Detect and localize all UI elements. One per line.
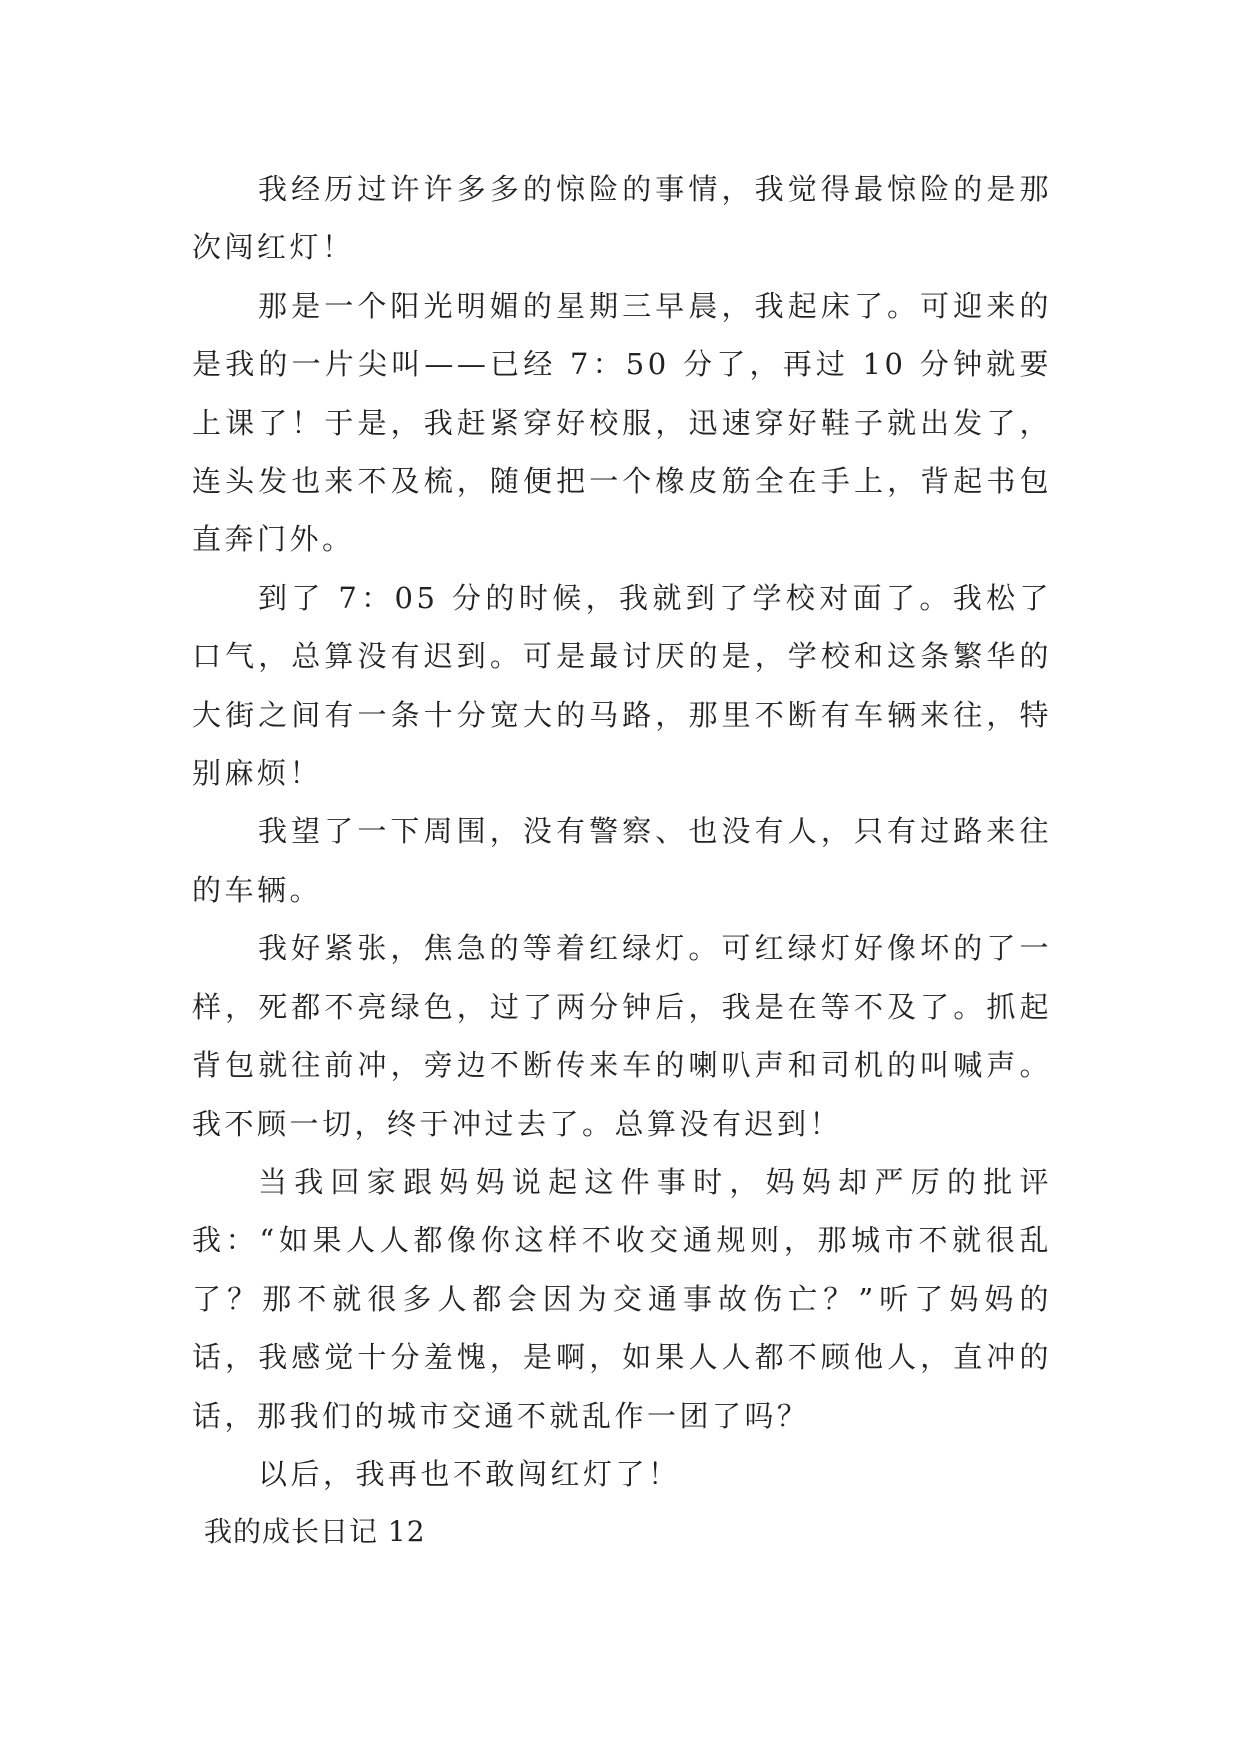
paragraph-4: 我望了一下周围，没有警察、也没有人，只有过路来往的车辆。 (192, 814, 1052, 907)
paragraph-2: 那是一个阳光明媚的星期三早晨，我起床了。可迎来的是我的一片尖叫——已经 7：50 分了，再过 10 分钟就要上课了！于是，我赶紧穿好校服，迅速穿好鞋子就出发了，连头发也来不及梳，随便把一个橡皮筋全在手上，背起书包直奔门外。 (192, 288, 1052, 557)
document-body (192, 160, 1052, 1562)
paragraph-1: 我经历过许许多多的惊险的事情，我觉得最惊险的是那次闯红灯！ (192, 172, 1052, 265)
paragraph-7: 以后，我再也不敢闯红灯了！ (258, 1456, 681, 1491)
paragraph-5: 我好紧张，焦急的等着红绿灯。可红绿灯好像坏的了一样，死都不亮绿色，过了两分钟后，我是在等不及了。抓起背包就往前冲，旁边不断传来车的喇叭声和司机的叫喊声。我不顾一切，终于冲过去了。总算没有迟到！ (192, 931, 1052, 1141)
paragraph-3: 到了 7：05 分的时候，我就到了学校对面了。我松了口气，总算没有迟到。可是最讨厌的是，学校和这条繁华的大街之间有一条十分宽大的马路，那里不断有车辆来往，特别麻烦！ (192, 580, 1052, 791)
section-heading: 我的成长日记 12 (204, 1515, 426, 1549)
paragraph-6: 当我回家跟妈妈说起这件事时，妈妈却严厉的批评我：“如果人人都像你这样不收交通规则，那城市不就很乱了？那不就很多人都会因为交通事故伤亡？”听了妈妈的话，我感觉十分羞愧，是啊，如果人人都不顾他人，直冲的话，那我们的城市交通不就乱作一团了吗？ (192, 1164, 1052, 1433)
